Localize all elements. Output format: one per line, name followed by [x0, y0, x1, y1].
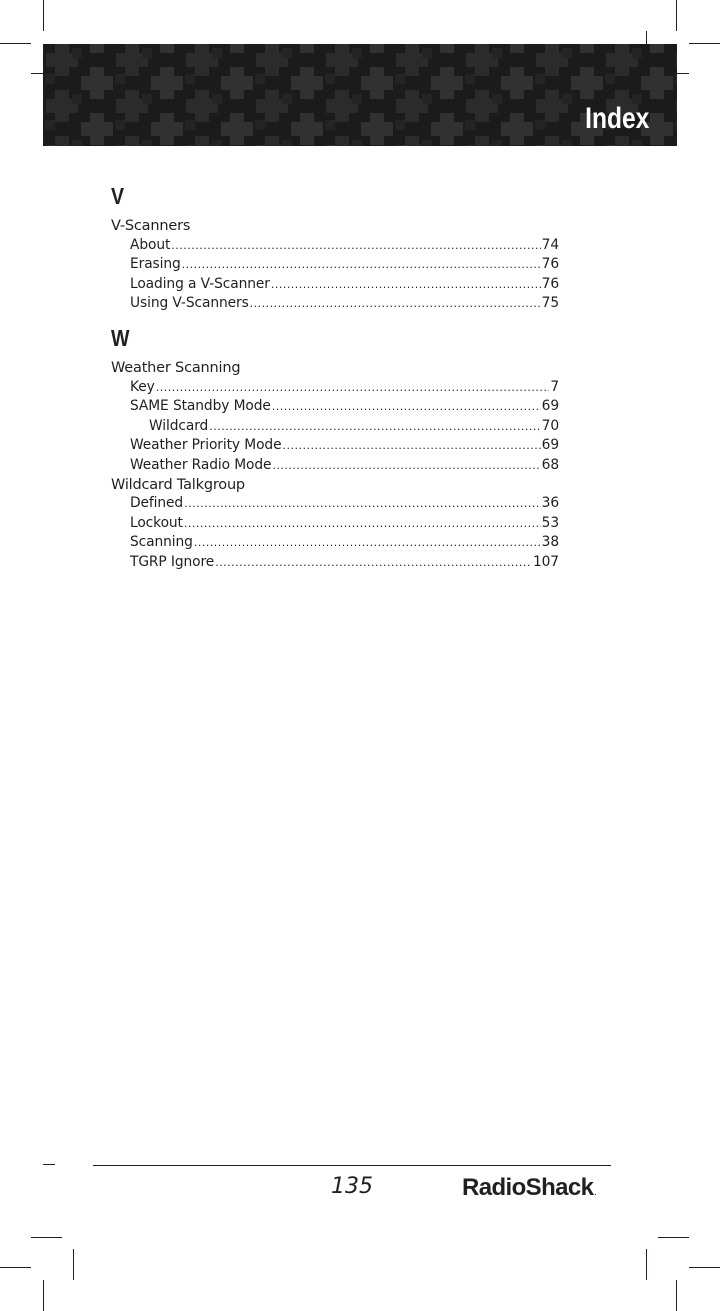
crop-mark: [73, 1249, 74, 1280]
entry-page: 70: [541, 417, 559, 434]
dot-leader: [272, 398, 541, 417]
index-term: Wildcard Talkgroup: [111, 476, 245, 493]
entry-label: Loading a V-Scanner: [130, 275, 270, 292]
entry-label: Scanning: [130, 534, 193, 551]
dot-leader: [184, 515, 541, 534]
crop-mark: [689, 43, 720, 44]
dot-leader: [156, 379, 550, 398]
crop-mark: [0, 1267, 31, 1268]
entry-page: 75: [541, 295, 559, 312]
dot-leader: [272, 457, 540, 476]
entry-page: 38: [541, 534, 559, 551]
brand-name: RadioShack: [462, 1174, 594, 1201]
page-title: Index: [584, 102, 649, 135]
index-entry[interactable]: [111, 494, 559, 514]
crop-mark: [43, 1280, 44, 1311]
entry-label: Using V-Scanners: [130, 295, 249, 312]
crop-mark: [43, 0, 44, 31]
entry-label: Key: [130, 378, 155, 395]
header-banner: [43, 44, 677, 146]
crop-mark: [689, 1267, 720, 1268]
index-entry[interactable]: [111, 514, 559, 534]
crop-mark: [646, 1249, 647, 1280]
entry-label: Defined: [130, 495, 184, 512]
dot-leader: [215, 554, 532, 573]
page-number: 135: [331, 1174, 373, 1199]
radioshack-logo: [462, 1175, 596, 1207]
entry-page: 53: [541, 514, 559, 531]
entry-label: About: [130, 236, 171, 253]
crop-mark: [43, 1164, 55, 1165]
dot-leader: [184, 495, 541, 514]
index-section: [111, 183, 559, 314]
entry-label: Weather Radio Mode: [130, 456, 272, 473]
entry-label: SAME Standby Mode: [130, 398, 271, 415]
crop-mark: [31, 1237, 62, 1238]
crop-mark: [0, 43, 31, 44]
index-entry[interactable]: [111, 533, 559, 553]
index-entry[interactable]: [111, 378, 559, 398]
index-entry[interactable]: [111, 255, 559, 275]
crop-mark: [676, 1280, 677, 1311]
entry-page: 76: [541, 256, 559, 273]
entry-label: Erasing: [130, 256, 181, 273]
crop-mark: [658, 1237, 689, 1238]
dot-leader: [209, 418, 540, 437]
index-entry[interactable]: [111, 456, 559, 476]
dot-leader: [171, 237, 540, 256]
index-section: [111, 325, 559, 573]
entry-label: Lockout: [130, 514, 183, 531]
index-entry[interactable]: [111, 236, 559, 256]
index-entry[interactable]: [111, 553, 559, 573]
entry-label: TGRP Ignore: [130, 553, 215, 570]
brand-mark: .: [594, 1190, 597, 1197]
entry-page: 7: [550, 378, 559, 395]
index-list: [111, 183, 559, 573]
index-entry[interactable]: [111, 397, 559, 417]
entry-page: 68: [541, 456, 559, 473]
index-term: V-Scanners: [111, 218, 191, 234]
index-entry[interactable]: [111, 436, 559, 456]
index-entry[interactable]: [111, 294, 559, 314]
index-term: Weather Scanning: [111, 359, 241, 376]
footer-rule: [93, 1165, 611, 1166]
entry-page: 76: [541, 275, 559, 292]
entry-page: 36: [541, 495, 559, 512]
dot-leader: [282, 437, 540, 456]
entry-page: 69: [541, 398, 559, 415]
entry-page: 74: [541, 236, 559, 253]
entry-label: Wildcard: [149, 417, 209, 434]
entry-label: Weather Priority Mode: [130, 437, 282, 454]
dot-leader: [182, 256, 541, 275]
entry-page: 107: [532, 553, 559, 570]
index-entry[interactable]: [111, 417, 559, 437]
section-letter: W: [111, 324, 130, 351]
cross-pattern-background: [43, 44, 677, 146]
section-letter: V: [111, 183, 125, 209]
dot-leader: [250, 295, 541, 314]
index-entry[interactable]: [111, 275, 559, 295]
entry-page: 69: [541, 437, 559, 454]
dot-leader: [194, 534, 541, 553]
dot-leader: [271, 276, 541, 295]
crop-mark: [676, 0, 677, 31]
